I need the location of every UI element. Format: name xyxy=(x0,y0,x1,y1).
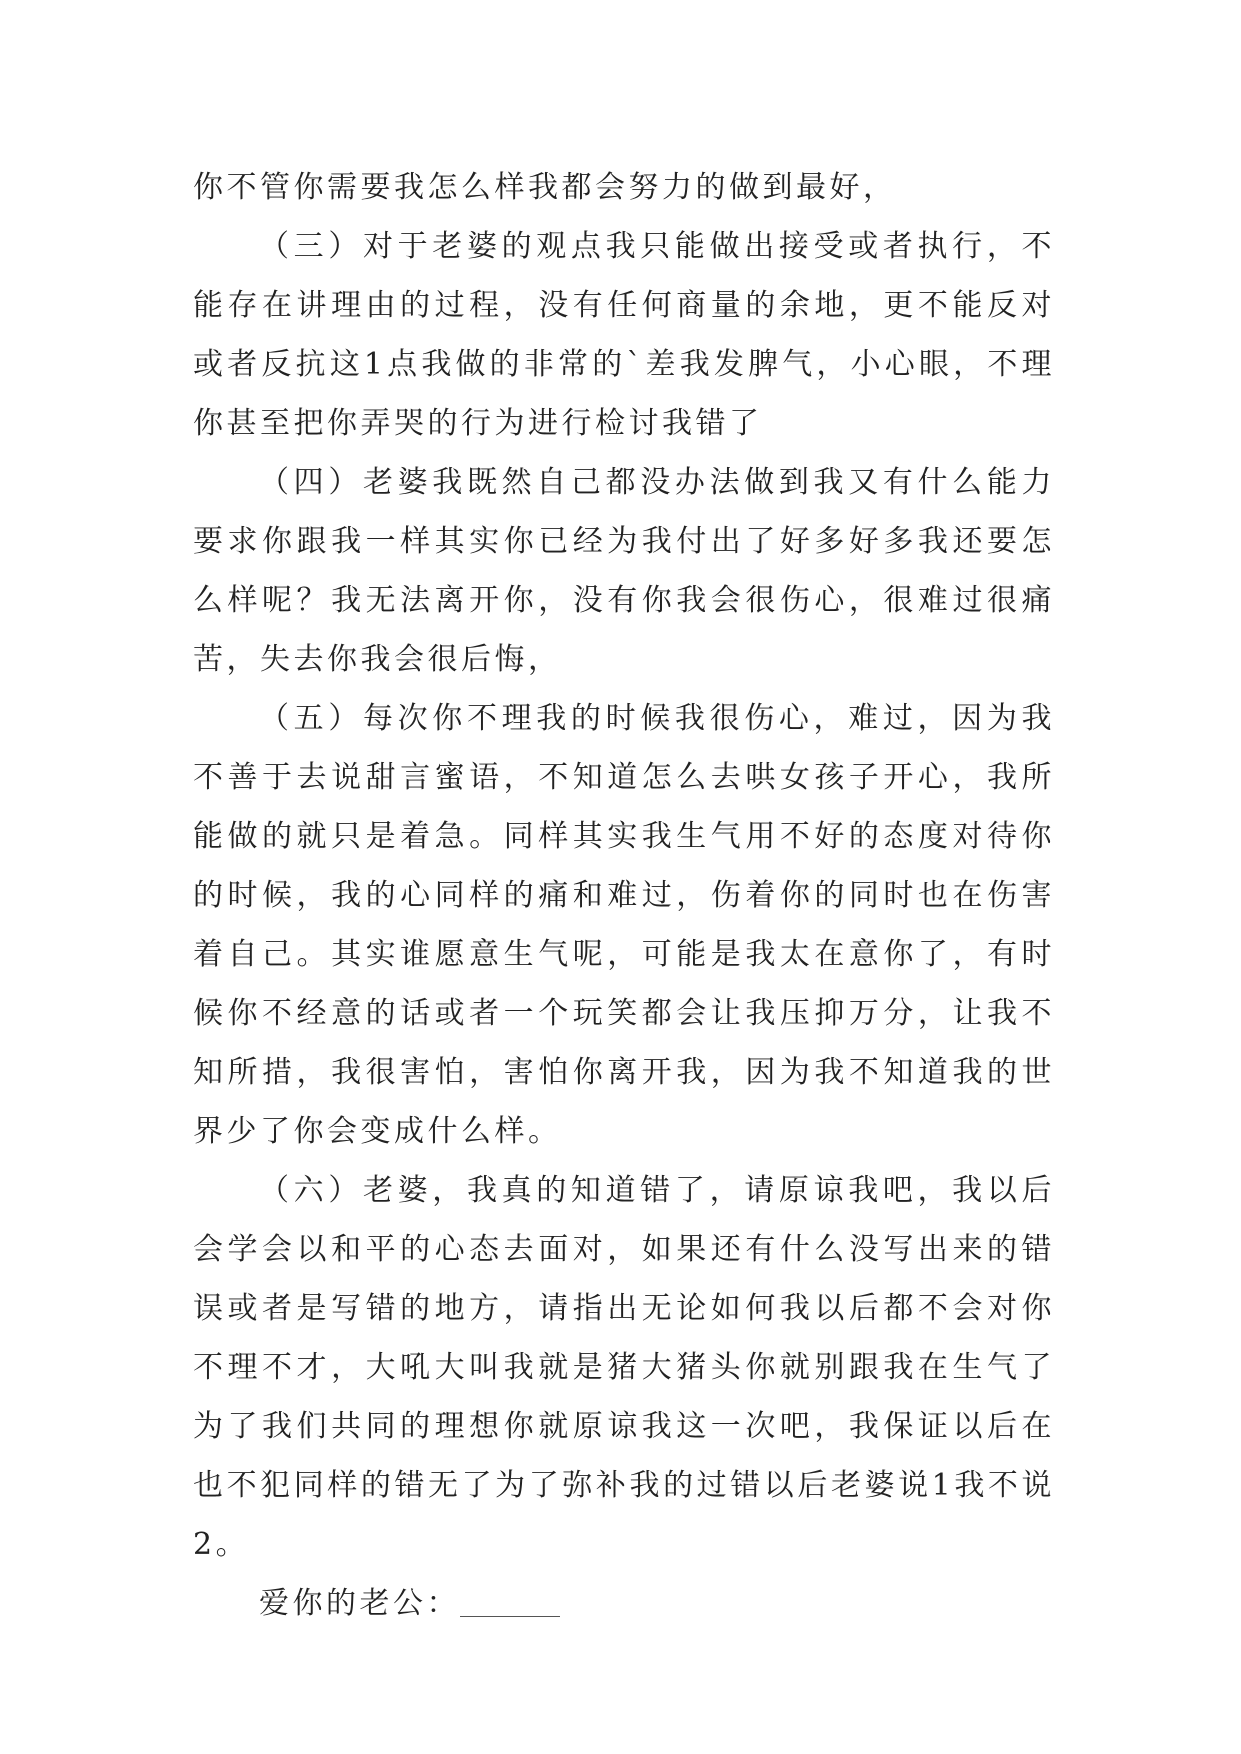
signature-blank xyxy=(460,1586,560,1617)
signature-label: 爱你的老公： xyxy=(259,1586,460,1621)
paragraph-item-four: （四）老婆我既然自己都没办法做到我又有什么能力要求你跟我一样其实你已经为我付出了好多好多我还要怎么样呢？我无法离开你，没有你我会很伤心，很难过很痛苦，失去你我会很后悔， xyxy=(193,465,1055,677)
paragraph-continuation: 你不管你需要我怎么样我都会努力的做到最好， xyxy=(193,170,897,205)
document-body xyxy=(193,158,1055,1633)
paragraph-item-six: （六）老婆，我真的知道错了，请原谅我吧，我以后会学会以和平的心态去面对，如果还有什么没写出来的错误或者是写错的地方，请指出无论如何我以后都不会对你不理不才，大吼大叫我就是猪大猪头你就别跟我在生气了为了我们共同的理想你就原谅我这一次吧，我保证以后在也不犯同样的错无了为了弥补我的过错以后老婆说1我不说2。 xyxy=(193,1173,1055,1562)
paragraph-item-three: （三）对于老婆的观点我只能做出接受或者执行，不能存在讲理由的过程，没有任何商量的余地，更不能反对或者反抗这1点我做的非常的`差我发脾气，小心眼，不理你甚至把你弄哭的行为进行检讨我错了 xyxy=(193,229,1055,441)
signature-line xyxy=(193,1574,1055,1633)
paragraph-item-five: （五）每次你不理我的时候我很伤心，难过，因为我不善于去说甜言蜜语，不知道怎么去哄女孩子开心，我所能做的就只是着急。同样其实我生气用不好的态度对待你的时候，我的心同样的痛和难过，伤着你的同时也在伤害着自己。其实谁愿意生气呢，可能是我太在意你了，有时候你不经意的话或者一个玩笑都会让我压抑万分，让我不知所措，我很害怕，害怕你离开我，因为我不知道我的世界少了你会变成什么样。 xyxy=(193,701,1055,1149)
